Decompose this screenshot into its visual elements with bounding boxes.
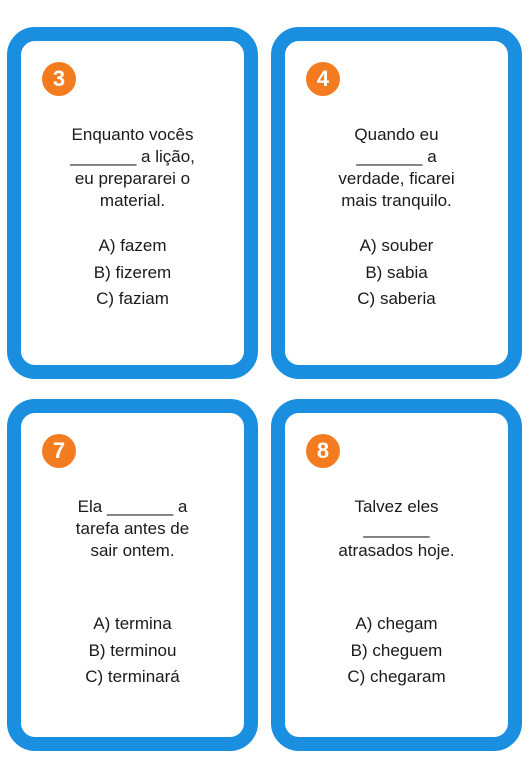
option-b: B) fizerem bbox=[93, 262, 172, 282]
question-line: Talvez eles bbox=[354, 497, 439, 516]
card-number-badge: 8 bbox=[306, 434, 340, 468]
option-c: C) chegaram bbox=[347, 667, 446, 686]
card-number-badge: 7 bbox=[42, 434, 76, 468]
answer-options bbox=[31, 233, 234, 313]
question-line: eu prepararei o bbox=[74, 169, 191, 188]
answer-options bbox=[295, 611, 498, 691]
question-line: atrasados hoje. bbox=[338, 541, 455, 560]
question-line: Ela _______ a bbox=[77, 497, 188, 516]
option-a: A) fazem bbox=[98, 236, 167, 255]
answer-options bbox=[31, 611, 234, 691]
question-line: Quando eu bbox=[354, 125, 439, 144]
option-b: B) sabia bbox=[365, 262, 428, 282]
quiz-card-3 bbox=[7, 27, 258, 379]
quiz-card-7 bbox=[7, 399, 258, 751]
option-c: C) faziam bbox=[96, 289, 169, 308]
question-text bbox=[295, 496, 498, 562]
question-line: mais tranquilo. bbox=[341, 191, 452, 210]
quiz-card-4 bbox=[271, 27, 522, 379]
question-line: tarefa antes de bbox=[75, 519, 190, 538]
option-a: A) termina bbox=[93, 614, 172, 633]
card-number-badge: 4 bbox=[306, 62, 340, 96]
question-text bbox=[31, 496, 234, 562]
option-b: B) cheguem bbox=[350, 640, 443, 660]
option-c: C) terminará bbox=[85, 667, 180, 686]
answer-options bbox=[295, 233, 498, 313]
question-line: sair ontem. bbox=[90, 541, 175, 560]
option-a: A) chegam bbox=[355, 614, 438, 633]
quiz-card-8 bbox=[271, 399, 522, 751]
option-c: C) saberia bbox=[357, 289, 436, 308]
question-text bbox=[295, 124, 498, 212]
question-line: verdade, ficarei bbox=[338, 169, 455, 188]
question-line: Enquanto vocês bbox=[71, 125, 194, 144]
question-line: _______ a bbox=[356, 147, 437, 166]
option-b: B) terminou bbox=[88, 640, 177, 660]
question-text bbox=[31, 124, 234, 212]
card-number-badge: 3 bbox=[42, 62, 76, 96]
question-line: _______ a lição, bbox=[70, 147, 195, 166]
option-a: A) souber bbox=[359, 236, 434, 255]
question-line: _______ bbox=[363, 519, 430, 538]
question-line: material. bbox=[99, 191, 166, 210]
